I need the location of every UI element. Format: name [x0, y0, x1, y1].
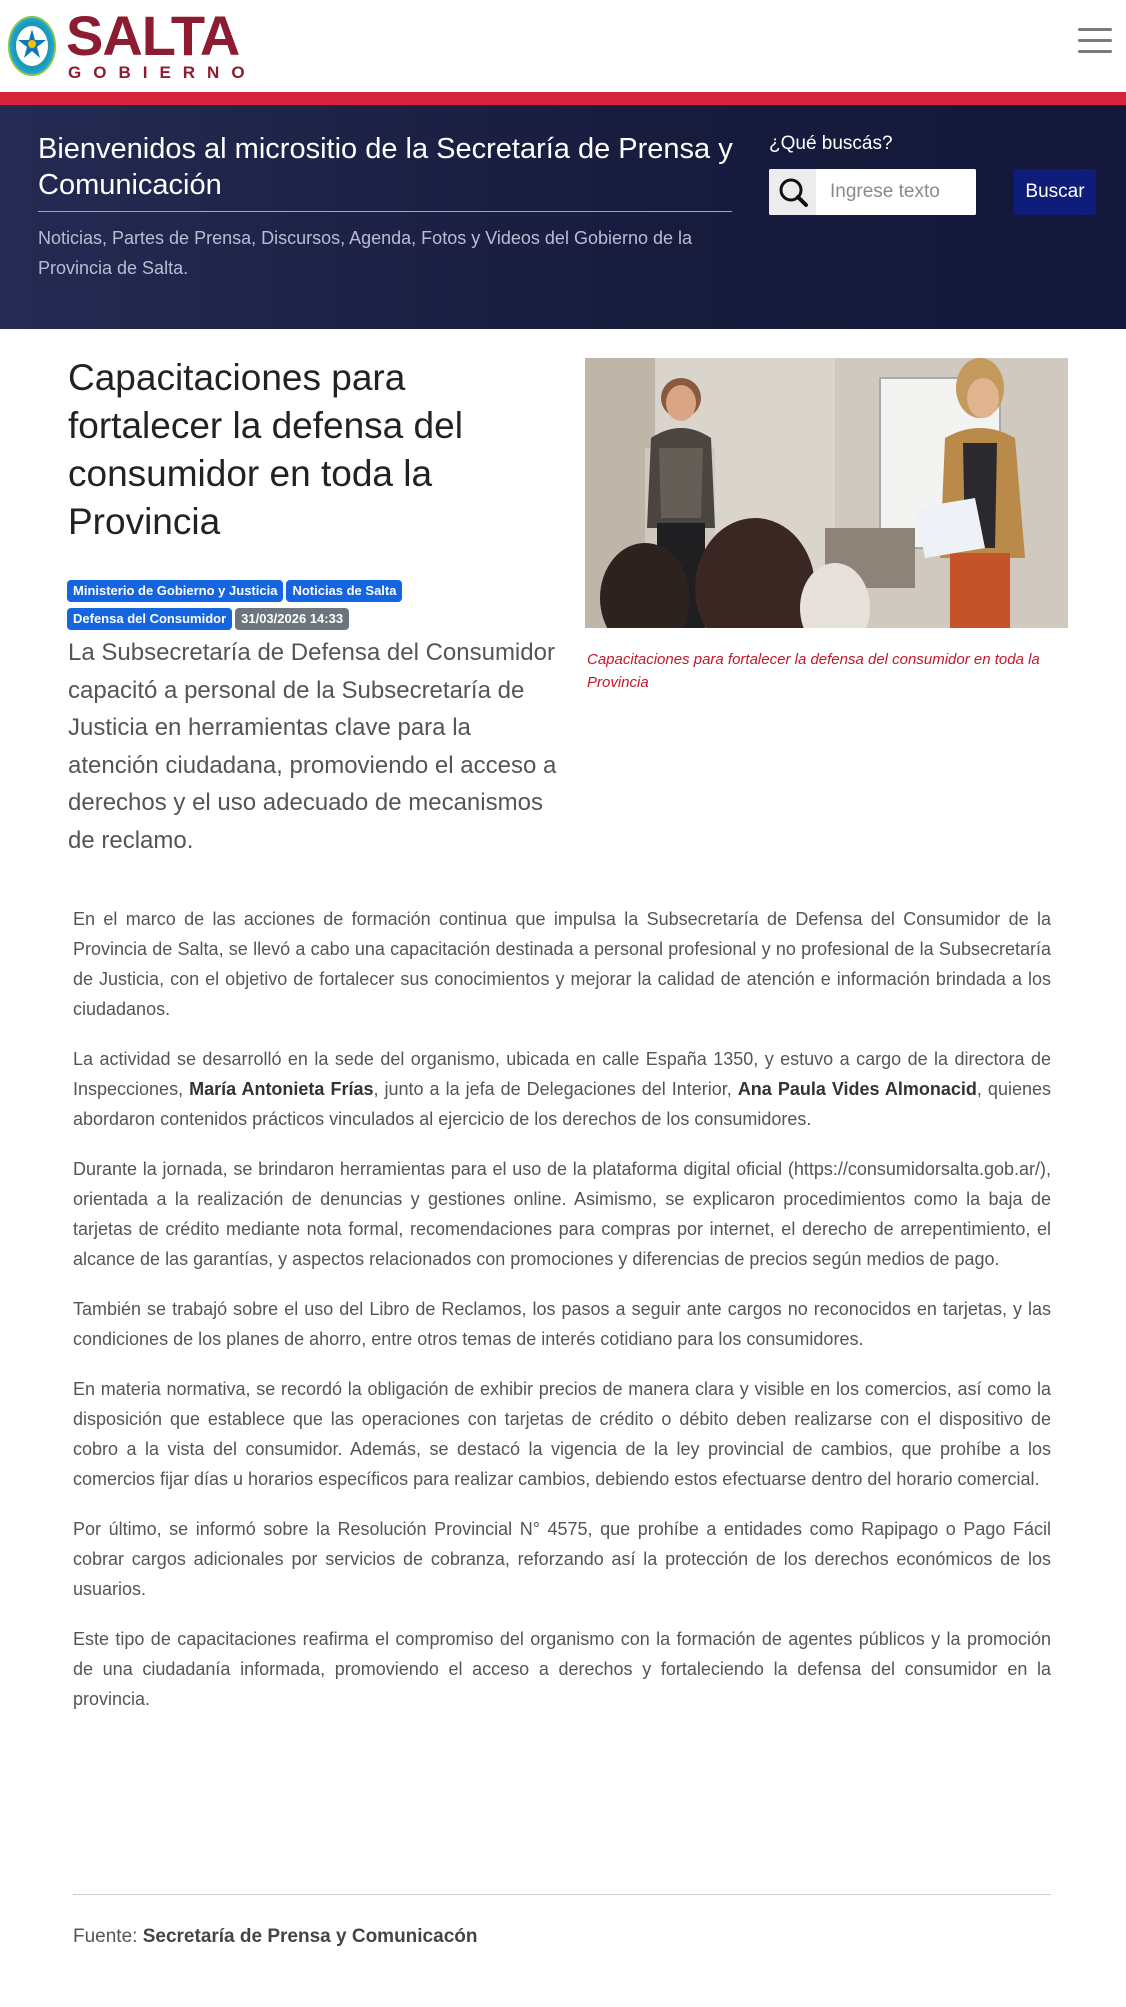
article-date-badge: 31/03/2026 14:33: [235, 608, 349, 630]
article-paragraph-3: Durante la jornada, se brindaron herramientas para el uso de la plataforma digital oficial (https://consumidorsalta.gob.ar/), orientada a la realización de denuncias y gestiones online. Asimismo, se explicaron procedimientos como la baja de tarjetas de crédito mediante nota formal, recomendaciones para compras por internet, el derecho de arrepentimiento, el alcance de las garantías, y aspectos relacionados con promociones y diferencias de precios según medios de pago.: [73, 1159, 1051, 1269]
hamburger-menu-icon[interactable]: [1078, 28, 1112, 60]
search-label: ¿Qué buscás?: [769, 133, 893, 154]
article-paragraph-4: También se trabajó sobre el uso del Libro de Reclamos, los pasos a seguir ante cargos no reconocidos en tarjetas, y las condiciones de los planes de ahorro, entre otros temas de interés cotidiano para los consumidores.: [73, 1299, 1051, 1349]
tag-ministerio[interactable]: Ministerio de Gobierno y Justicia: [67, 580, 283, 602]
article-paragraph-6: Por último, se informó sobre la Resolución Provincial N° 4575, que prohíbe a entidades como Rapipago o Pago Fácil cobrar cargos adicionales por servicios de cobranza, reforzando así la protección de los derechos económicos de los usuarios.: [73, 1519, 1051, 1599]
search-box: [769, 169, 976, 215]
search-input[interactable]: [816, 169, 976, 215]
article-paragraph-7: Este tipo de capacitaciones reafirma el compromiso del organismo con la formación de agentes públicos y la promoción de una ciudadanía informada, promoviendo el acceso a derechos y fortaleciendo la defensa del consumidor en la provincia.: [73, 1629, 1051, 1709]
top-header: [0, 0, 1126, 92]
search-button[interactable]: Buscar: [1014, 169, 1096, 215]
article-lead: La Subsecretaría de Defensa del Consumidor capacitó a personal de la Subsecretaría de Justicia en herramientas clave para la atención ciudadana, promoviendo el acceso a derechos y el uso adecuado de mecanismos de reclamo.: [68, 639, 557, 854]
hero-divider: [38, 211, 732, 212]
source-label: Fuente:: [73, 1926, 143, 1947]
footer-divider: [73, 1894, 1051, 1895]
hero-title: Bienvenidos al micrositio de la Secretaría de Prensa y Comunicación: [38, 133, 733, 201]
name-ana-paula-vides: Ana Paula Vides Almonacid: [737, 1079, 977, 1099]
article-title: Capacitaciones para fortalecer la defensa del consumidor en toda la Provincia: [68, 357, 463, 542]
article-paragraph-2: La actividad se desarrolló en la sede del organismo, ubicada en calle España 1350, y estuvo a cargo de la directora de Inspecciones, María Antonieta Frías, junto a la jefa de Delegaciones del Interior, Ana Paula Vides Almonacid, quienes abordaron contenidos prácticos vinculados al ejercicio de los derechos de los consumidores.: [73, 1049, 1051, 1129]
hero-subtitle: Noticias, Partes de Prensa, Discursos, Agenda, Fotos y Videos del Gobierno de la Provincia de Salta.: [38, 228, 693, 278]
training-photo-image: [585, 358, 1068, 628]
magnifier-icon[interactable]: [769, 169, 816, 215]
photo-caption: Capacitaciones para fortalecer la defensa del consumidor en toda la Provincia: [587, 651, 1040, 691]
source-value: Secretaría de Prensa y Comunicacón: [142, 1926, 478, 1947]
article-paragraph-1: En el marco de las acciones de formación continua que impulsa la Subsecretaría de Defensa del Consumidor de la Provincia de Salta, se llevó a cabo una capacitación destinada a personal profesional y no profesional de la Subsecretaría de Justicia, con el objetivo de fortalecer sus conocimientos y mejorar la calidad de atención e información brindada a los ciudadanos.: [73, 909, 1051, 1019]
logo-subtitle: GOBIERNO: [68, 63, 257, 82]
tag-defensa-consumidor[interactable]: Defensa del Consumidor: [67, 608, 232, 630]
article-photo[interactable]: [585, 358, 1068, 628]
salta-star-logo-icon: [8, 15, 56, 77]
logo-wordmark: [66, 4, 257, 82]
article-paragraph-5: En materia normativa, se recordó la obligación de exhibir precios de manera clara y visible en los comercios, así como la disposición que establece que las operaciones con tarjetas de crédito o débito deben realizarse con el dispositivo de cobro a la vista del consumidor. Además, se destacó la vigencia de la ley provincial de cambios, que prohíbe a los comercios fijar días u horarios específicos para realizar cambios, debiendo estos efectuarse dentro del horario comercial.: [73, 1379, 1051, 1489]
article-tags: [67, 580, 487, 636]
name-maria-antonieta-frias: María Antonieta Frías: [189, 1079, 374, 1099]
article-source: [73, 1926, 477, 1948]
tag-noticias[interactable]: Noticias de Salta: [286, 580, 402, 602]
hero-banner: [0, 105, 1126, 329]
salta-logo[interactable]: [8, 4, 257, 82]
header-accent-bar: [0, 92, 1126, 105]
article-body: [73, 904, 1051, 1734]
logo-title: SALTA: [66, 4, 240, 67]
